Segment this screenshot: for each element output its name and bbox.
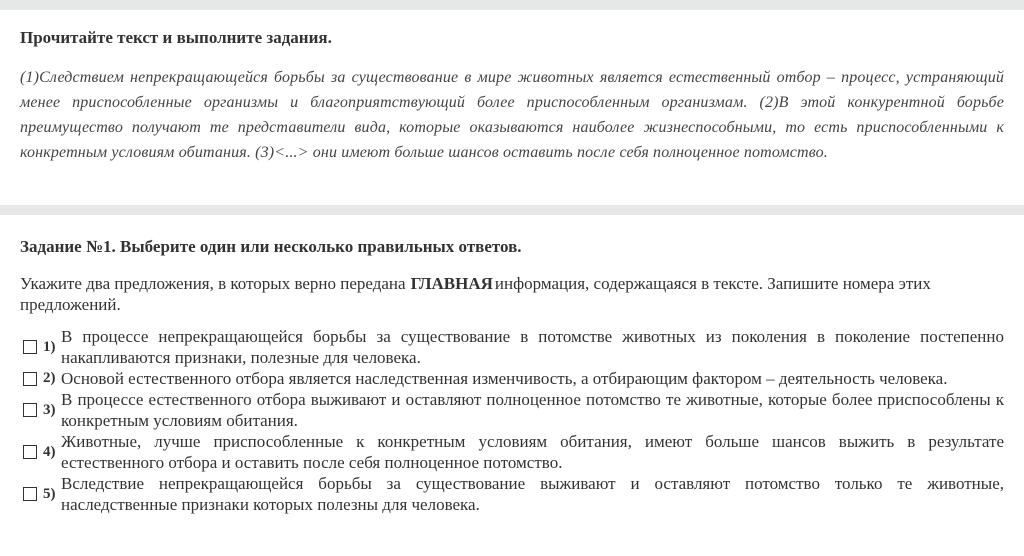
option-text: В процессе непрекращающейся борьбы за существование в потомстве животных из поколения в поколение постепенно накапливаются признаки, полезные для человека. bbox=[61, 327, 1004, 367]
answer-option-1[interactable] bbox=[20, 326, 1004, 368]
reading-passage: (1)Следствием непрекращающейся борьбы за существование в мире животных является естественный отбор – процесс, устраняющий менее приспособленные организмы и благоприятствующий более приспособленным организмам. (2)В этой конкурентной борьбе преимущество получают те представители вида, которые оказываются наиболее жизнеспособными, то есть приспособленными к конкретным условиям обитания. (3)<...> они имеют больше шансов оставить после себя полноценное потомство. bbox=[20, 69, 1004, 161]
option-marker bbox=[20, 370, 60, 387]
reading-panel bbox=[0, 10, 1024, 205]
option-marker bbox=[20, 444, 60, 461]
task-panel bbox=[0, 215, 1024, 556]
option-text: Животные, лучше приспособленные к конкретным условиям обитания, имеют больше шансов выжить в результате естественного отбора и оставить после себя полноценное потомство. bbox=[61, 432, 1004, 472]
answer-option-4[interactable] bbox=[20, 431, 1004, 473]
task-heading: Задание №1. Выберите один или несколько правильных ответов. bbox=[20, 237, 522, 256]
reading-heading: Прочитайте текст и выполните задания. bbox=[20, 28, 332, 47]
section-divider bbox=[0, 205, 1024, 215]
answer-option-5[interactable] bbox=[20, 473, 1004, 515]
option-text: Вследствие непрекращающейся борьбы за существование выживают и оставляют потомство только те животные, наследственные признаки которых полезны для человека. bbox=[61, 474, 1004, 514]
option-text: Основой естественного отбора является наследственная изменчивость, а отбирающим фактором – деятельность человека. bbox=[61, 369, 948, 388]
instruction-text-before: Укажите два предложения, в которых верно передана bbox=[20, 274, 406, 293]
checkbox[interactable] bbox=[23, 403, 37, 417]
answer-options bbox=[20, 326, 1004, 515]
checkbox[interactable] bbox=[23, 372, 37, 386]
instruction-emphasis: ГЛАВНАЯ bbox=[410, 274, 493, 293]
checkbox[interactable] bbox=[23, 487, 37, 501]
option-marker bbox=[20, 402, 60, 419]
option-number: 5) bbox=[43, 485, 56, 502]
option-number: 2) bbox=[43, 370, 56, 386]
option-marker bbox=[20, 486, 60, 503]
option-text: В процессе естественного отбора выживают и оставляют полноценное потомство те животные, которые более приспособлены к конкретным условиям обитания. bbox=[61, 390, 1004, 430]
option-marker bbox=[20, 339, 60, 356]
answer-option-2[interactable] bbox=[20, 368, 1004, 389]
option-number: 3) bbox=[43, 401, 56, 418]
top-bar bbox=[0, 0, 1024, 10]
option-number: 1) bbox=[43, 338, 56, 355]
task-instruction bbox=[20, 273, 1004, 315]
option-number: 4) bbox=[43, 443, 56, 460]
checkbox[interactable] bbox=[23, 340, 37, 354]
answer-option-3[interactable] bbox=[20, 389, 1004, 431]
instruction-text-after: информация, содержащаяся в тексте. Запишите номера этих предложений. bbox=[20, 274, 931, 314]
checkbox[interactable] bbox=[23, 445, 37, 459]
